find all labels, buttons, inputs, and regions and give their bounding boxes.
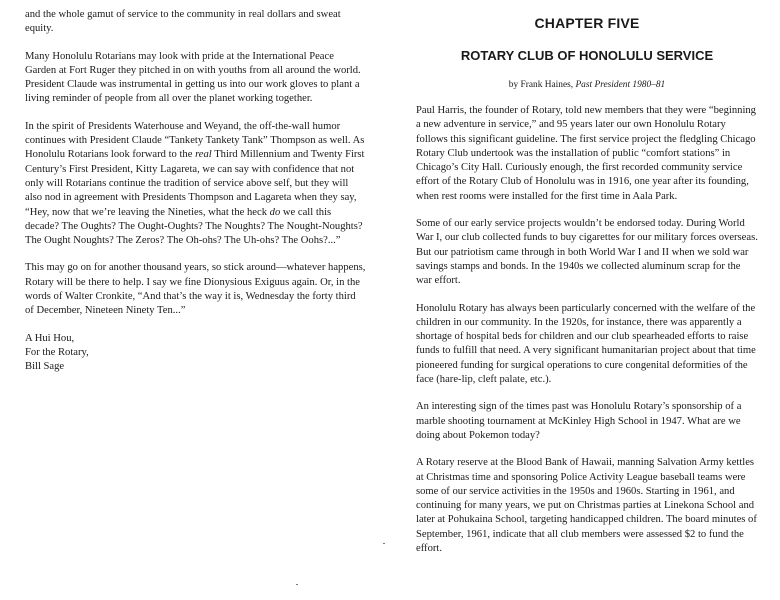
signoff (25, 332, 367, 375)
left-paragraph-3 (25, 120, 367, 249)
right-paragraph-4: An interesting sign of the times past was Honolulu Rotary’s sponsorship of a marble shooting tournament at McKinley High School in 1947. What are we doing about Pokemon today? (416, 401, 742, 441)
left-paragraph-1: and the whole gamut of service to the community in real dollars and sweat equity. (25, 9, 341, 35)
p3-italic-do: do (269, 206, 281, 218)
p3-italic-real: real (195, 149, 212, 161)
right-paragraph-5: A Rotary reserve at the Blood Bank of Hawaii, manning Salvation Army kettles at Christmas time and sponsoring Police Activity League baseball teams were some of our service activities in the 1950s and 1960s. Starting in 1961, and continuing for many years, we put on Christmas parties at Linekona School and later at Pohukaina School, targeting handicapped children. The board minutes of September, 1961, indicate that all club members were assessed $2 to fund the effort. (416, 457, 757, 555)
right-paragraph-1: Paul Harris, the founder of Rotary, told new members that they were “beginning a new adventure in service,” and 95 years later our own Honolulu Rotary follows this significant guideline. The first service project the fledgling Chicago Rotary Club undertook was the installation of public “comfort stations” in Chicago’s City Hall. Curiously enough, the first recorded community service effort of the Rotary Club of Honolulu was in 1916, one year after its founding, when rest rooms were installed for the first time in Aala Park. (416, 105, 756, 202)
right-paragraph-2: Some of our early service projects wouldn’t be endorsed today. During World War I, our club collected funds to buy cigarettes for our military forces overseas. But our patriotism came through in both World War I and II when we sold war savings stamps and bonds. In the 1940s we collected aluminum scrap for the war effort. (416, 218, 758, 287)
signoff-author: Bill Sage (25, 361, 65, 373)
left-paragraph-4: This may go on for another thousand years, so stick around—whatever happens, Rotary will be there to help. I say we fine Dionysious Exiguus again. Or, in the words of Walter Cronkite, “And that’s the way it is, Wednesday the forty third of December, Nineteen Ninety Ten...” (25, 262, 366, 317)
byline (416, 80, 758, 90)
p3-text-c: we call this decade? The Oughts? The Ought-Oughts? The Noughts? The Nought-Noughts? The Ought Noughts? The Zeros? The Oh-ohs? The Uh-ohs? The Oohs?...” (25, 206, 363, 247)
signoff-line-1: A Hui Hou, (25, 332, 75, 344)
byline-role: Past President 1980–81 (575, 80, 666, 90)
scan-speck (296, 584, 298, 585)
signoff-line-2: For the Rotary, (25, 346, 89, 358)
left-page (25, 0, 367, 375)
p3-text-b: Third Millennium and Twenty First Century’s First President, Kitty Lagareta, we can say with confidence that not only will Rotarians continue the tradition of service above self, but they will also nod in agreement with Presidents Thompson and Lagareta when they say, “Hey, now that we’re leaving the Nineties, what the heck (25, 149, 365, 218)
right-page (416, 0, 758, 569)
left-paragraph-2: Many Honolulu Rotarians may look with pride at the International Peace Garden at Fort Ruger they pitched in on with youths from all around the world. President Claude was instrumental in getting us into our work gloves to plant a living reminder of people from all over the planet working together. (25, 50, 361, 105)
scan-speck (383, 543, 385, 544)
p3-text-a: In the spirit of Presidents Waterhouse and Weyand, the off-the-wall humor continues with President Claude “Tankety Tankety Tank” Thompson as well. As Honolulu Rotarians look forward to the (25, 120, 365, 161)
byline-prefix: by Frank Haines, (508, 80, 576, 90)
right-paragraph-3: Honolulu Rotary has always been particularly concerned with the welfare of the children in our community. In the 1920s, for instance, there was apparently a shortage of hospital beds for children and our club spearheaded efforts to raise funds to fulfill that need. A very significant humanitarian project about that time pioneered funding for surgical operations to cure congenital deformities of the face (hare-lip, cleft palate, etc.). (416, 302, 756, 386)
chapter-title: ROTARY CLUB OF HONOLULU SERVICE (460, 48, 714, 63)
chapter-label: CHAPTER FIVE (534, 15, 640, 31)
